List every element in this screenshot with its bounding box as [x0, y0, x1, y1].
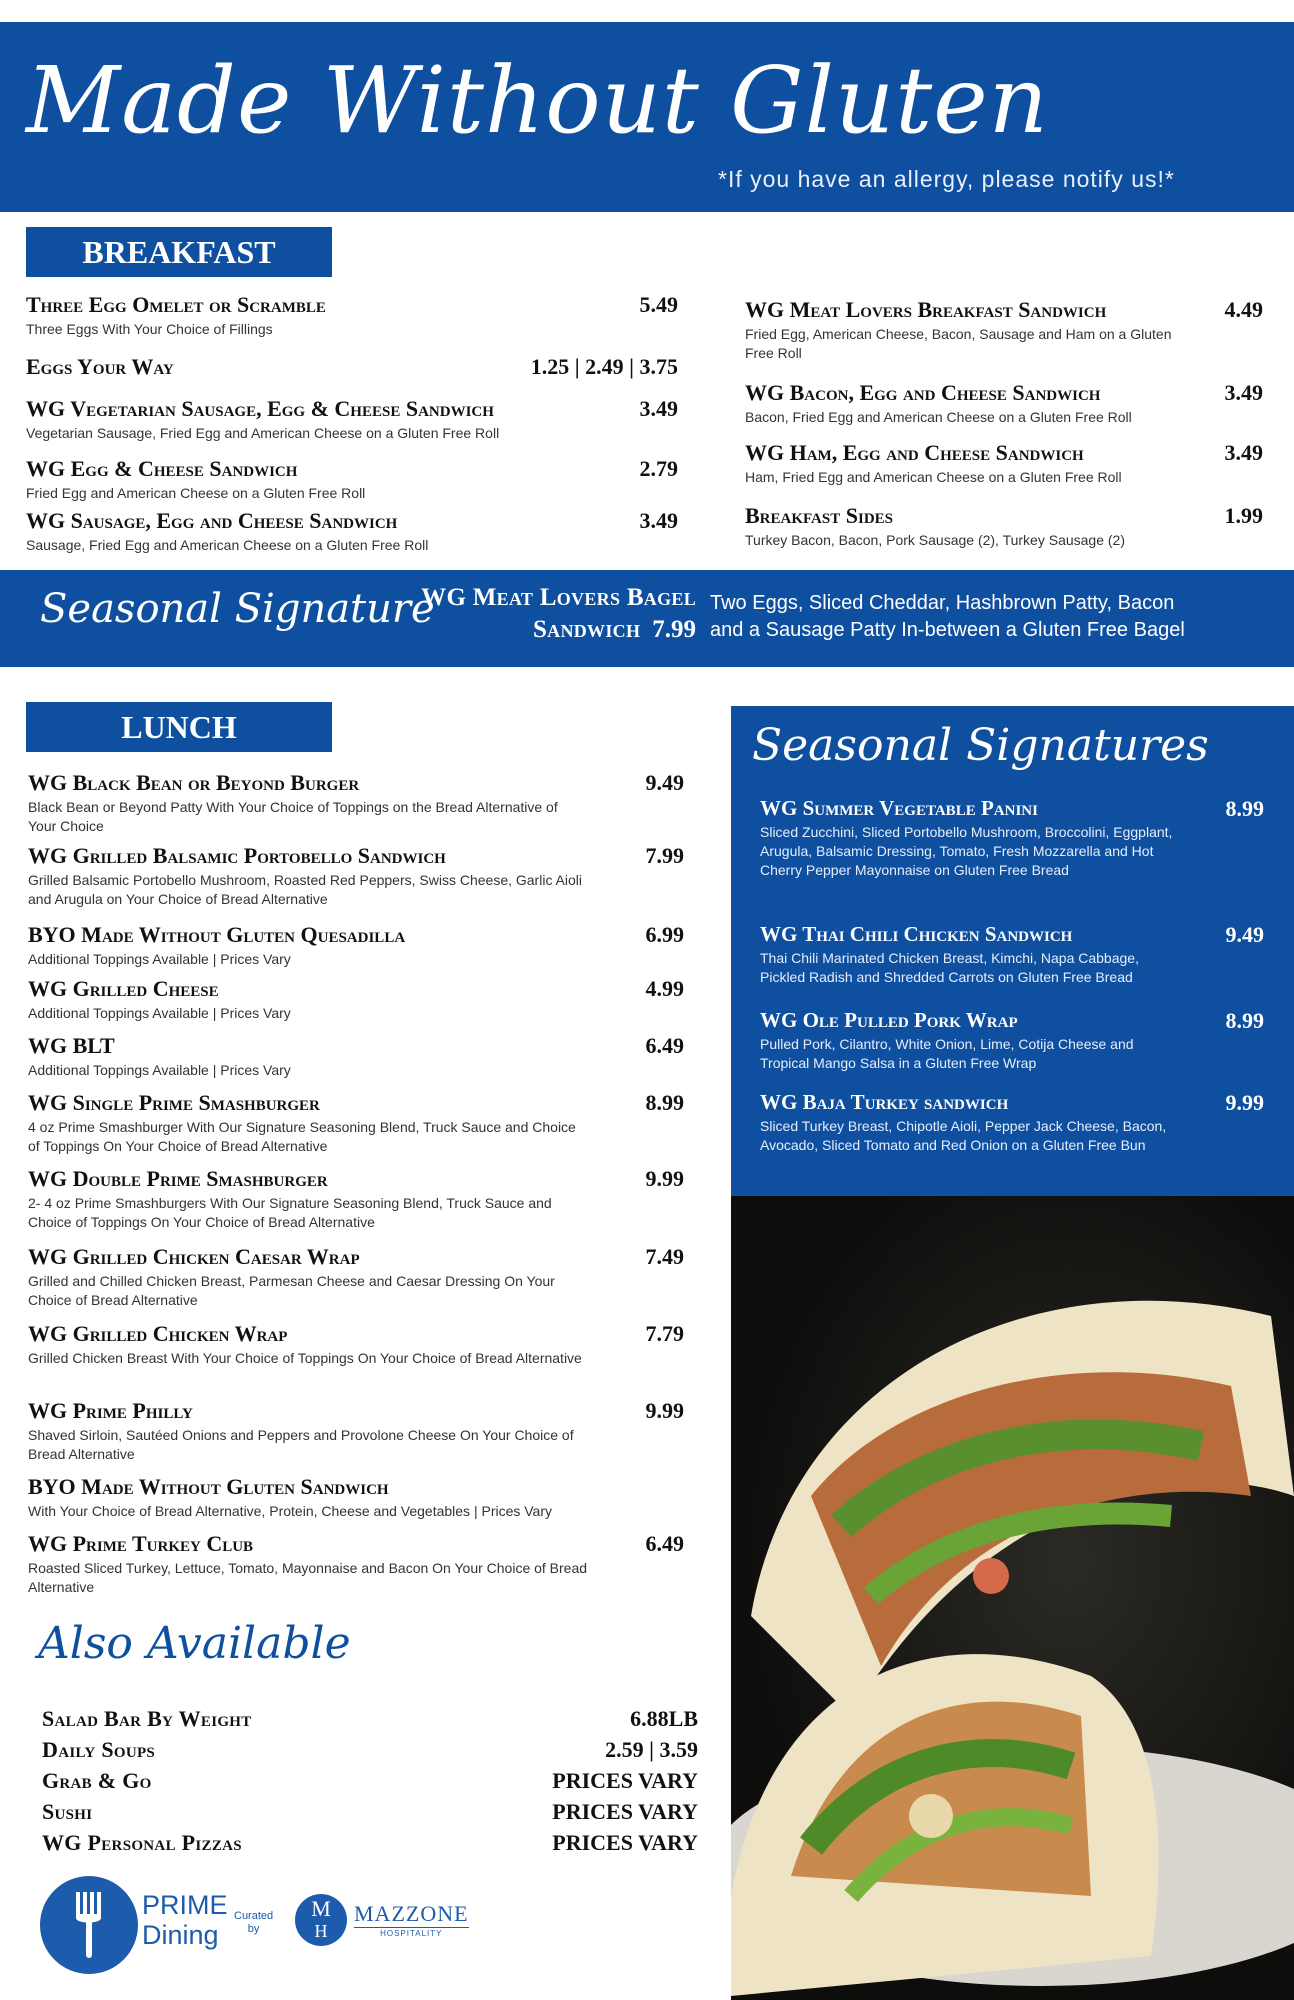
lunch-item: [28, 1244, 684, 1310]
breakfast-item: [745, 503, 1263, 550]
menu-item-name: WG Double Prime Smashburger: [28, 1166, 328, 1191]
breakfast-item: [26, 456, 678, 503]
menu-item-price: 3.49: [639, 508, 678, 533]
also-available-script: Also Available: [38, 1618, 351, 1669]
also-available-name: Daily Soups: [42, 1737, 156, 1762]
lunch-item: [28, 843, 684, 909]
lunch-item: [28, 1474, 684, 1521]
menu-item-name: WG Single Prime Smashburger: [28, 1090, 320, 1115]
menu-item-price: 2.79: [639, 456, 678, 481]
lunch-item: [28, 976, 684, 1023]
also-available-item: [42, 1768, 698, 1798]
page-title: Made Without Gluten: [26, 47, 1049, 154]
menu-item-description: Sausage, Fried Egg and American Cheese on a Gluten Free Roll: [26, 537, 429, 553]
lunch-item: [28, 770, 684, 836]
seasonal-banner-desc-line1: Two Eggs, Sliced Cheddar, Hashbrown Patty, Bacon: [710, 592, 1175, 614]
menu-item-name: WG Sausage, Egg and Cheese Sandwich: [26, 508, 398, 533]
also-available-price: 2.59 | 3.59: [605, 1737, 698, 1762]
seasonal-banner-name-line2-row: [390, 616, 696, 644]
lunch-item: [28, 1033, 684, 1080]
lunch-item: [28, 1166, 684, 1232]
also-available-name: Grab & Go: [42, 1768, 152, 1793]
dining-text: Dining: [142, 1920, 219, 1950]
mazzone-text: MAZZONE: [354, 1901, 469, 1926]
menu-item-name: WG Meat Lovers Breakfast Sandwich: [745, 297, 1107, 322]
menu-item-description: Grilled Chicken Breast With Your Choice of Toppings On Your Choice of Bread Alternative: [28, 1350, 582, 1366]
menu-item-price: 6.49: [645, 1531, 684, 1556]
seasonal-banner-name-line2: Sandwich: [532, 616, 641, 643]
also-available-item: [42, 1706, 698, 1736]
menu-item-price: 3.49: [1224, 380, 1263, 405]
menu-item-description: Fried Egg, American Cheese, Bacon, Sausage and Ham on a Gluten Free Roll: [745, 326, 1172, 361]
menu-item-price: 7.99: [645, 843, 684, 868]
menu-item-name: WG Ole Pulled Pork Wrap: [760, 1008, 1018, 1032]
menu-item-description: Pulled Pork, Cilantro, White Onion, Lime, Cotija Cheese and Tropical Mango Salsa in a Gluten Free Wrap: [760, 1036, 1134, 1071]
menu-item-name: WG Bacon, Egg and Cheese Sandwich: [745, 380, 1101, 405]
menu-item-price: 6.99: [645, 922, 684, 947]
seasonal-signatures-script: Seasonal Signatures: [752, 720, 1209, 771]
menu-item-price: 7.79: [645, 1321, 684, 1346]
lunch-item: [28, 922, 684, 969]
menu-item-price: 3.49: [639, 396, 678, 421]
menu-item-description: Grilled Balsamic Portobello Mushroom, Roasted Red Peppers, Swiss Cheese, Garlic Aioli and Arugula on Your Choice of Bread Alternative: [28, 872, 583, 907]
menu-item-price: 9.99: [1225, 1090, 1264, 1115]
menu-item-name: Three Egg Omelet or Scramble: [26, 292, 326, 317]
also-available-item: [42, 1830, 698, 1860]
also-available-price: PRICES VARY: [552, 1799, 698, 1824]
lunch-item: [28, 1321, 684, 1368]
menu-item-name: WG Grilled Balsamic Portobello Sandwich: [28, 843, 446, 868]
menu-item-description: Fried Egg and American Cheese on a Gluten Free Roll: [26, 485, 366, 501]
menu-item-name: WG Egg & Cheese Sandwich: [26, 456, 298, 481]
menu-item-description: Shaved Sirloin, Sautéed Onions and Peppers and Provolone Cheese On Your Choice of Bread Alternative: [28, 1427, 574, 1462]
signature-item: [760, 922, 1264, 987]
menu-item-description: Additional Toppings Available | Prices Vary: [28, 951, 291, 967]
menu-item-price: 9.49: [645, 770, 684, 795]
menu-item-description: 4 oz Prime Smashburger With Our Signature Seasoning Blend, Truck Sauce and Choice of Toppings On Your Choice of Bread Alternative: [28, 1119, 576, 1154]
menu-item-name: WG Thai Chili Chicken Sandwich: [760, 922, 1073, 946]
menu-item-name: WG Grilled Chicken Wrap: [28, 1321, 288, 1346]
prime-dining-text: [142, 1890, 228, 1950]
breakfast-section-label: BREAKFAST: [26, 227, 332, 277]
menu-item-description: Additional Toppings Available | Prices Vary: [28, 1062, 291, 1078]
menu-item-price: 9.99: [645, 1166, 684, 1191]
by-text: by: [247, 1923, 260, 1935]
menu-item-description: Thai Chili Marinated Chicken Breast, Kimchi, Napa Cabbage, Pickled Radish and Shredded Carrots on Gluten Free Bread: [760, 950, 1139, 985]
curated-text: Curated: [234, 1910, 274, 1922]
menu-item-name: BYO Made Without Gluten Sandwich: [28, 1474, 389, 1499]
lunch-item: [28, 1398, 684, 1464]
menu-item-price: 9.99: [645, 1398, 684, 1423]
breakfast-item: [26, 396, 678, 443]
menu-item-price: 8.99: [1225, 1008, 1264, 1033]
menu-item-name: Eggs Your Way: [26, 354, 174, 379]
menu-item-price: 8.99: [645, 1090, 684, 1115]
allergy-note: *If you have an allergy, please notify us!*: [718, 166, 1175, 192]
menu-item-name: WG Ham, Egg and Cheese Sandwich: [745, 440, 1084, 465]
menu-item-description: Black Bean or Beyond Patty With Your Choice of Toppings on the Bread Alternative of Your Choice: [28, 799, 558, 834]
seasonal-banner-name-line1: WG Meat Lovers Bagel: [421, 584, 696, 611]
menu-item-name: WG Grilled Chicken Caesar Wrap: [28, 1244, 360, 1269]
menu-item-price: 8.99: [1225, 796, 1264, 821]
mh-h-letter: H: [314, 1921, 328, 1941]
lunch-section-label: LUNCH: [26, 702, 332, 752]
breakfast-item: [745, 440, 1263, 487]
menu-item-name: WG Black Bean or Beyond Burger: [28, 770, 360, 795]
breakfast-item: [26, 354, 678, 380]
menu-item-price: 6.49: [645, 1033, 684, 1058]
breakfast-item: [26, 292, 678, 339]
mh-m-letter: M: [311, 1896, 331, 1921]
also-available-name: Salad Bar By Weight: [42, 1706, 252, 1731]
signature-item: [760, 1008, 1264, 1073]
breakfast-item: [745, 297, 1263, 363]
menu-item-description: 2- 4 oz Prime Smashburgers With Our Signature Seasoning Blend, Truck Sauce and Choice of Toppings On Your Choice of Bread Alternative: [28, 1195, 552, 1230]
wrap-illustration: [731, 1196, 1294, 2000]
also-available-name: WG Personal Pizzas: [42, 1830, 242, 1855]
menu-item-name: WG Summer Vegetable Panini: [760, 796, 1038, 820]
breakfast-item: [26, 508, 678, 555]
also-available-name: Sushi: [42, 1799, 93, 1824]
menu-item-description: Grilled and Chilled Chicken Breast, Parmesan Cheese and Caesar Dressing On Your Choice of Bread Alternative: [28, 1273, 555, 1308]
also-available-item: [42, 1799, 698, 1829]
menu-item-price: 1.99: [1224, 503, 1263, 528]
menu-item-price: 7.49: [645, 1244, 684, 1269]
menu-item-name: WG Vegetarian Sausage, Egg & Cheese Sandwich: [26, 396, 494, 421]
breakfast-item: [745, 380, 1263, 427]
menu-item-description: Turkey Bacon, Bacon, Pork Sausage (2), Turkey Sausage (2): [745, 532, 1126, 548]
menu-item-description: Sliced Zucchini, Sliced Portobello Mushroom, Broccolini, Eggplant, Arugula, Balsamic Dressing, Tomato, Fresh Mozzarella and Hot Cherry Pepper Mayonnaise on Gluten Free Bread: [760, 824, 1173, 878]
menu-item-description: Additional Toppings Available | Prices Vary: [28, 1005, 291, 1021]
menu-item-description: Bacon, Fried Egg and American Cheese on a Gluten Free Roll: [745, 409, 1132, 425]
menu-item-name: WG BLT: [28, 1033, 115, 1058]
seasonal-banner-script: Seasonal Signature: [40, 586, 435, 632]
signature-item: [760, 1090, 1264, 1155]
menu-item-description: Ham, Fried Egg and American Cheese on a Gluten Free Roll: [745, 469, 1122, 485]
menu-item-name: WG Prime Turkey Club: [28, 1531, 254, 1556]
menu-item-price: 3.49: [1224, 440, 1263, 465]
menu-item-name: WG Grilled Cheese: [28, 976, 219, 1001]
menu-item-name: Breakfast Sides: [745, 503, 893, 528]
also-available-price: PRICES VARY: [552, 1830, 698, 1855]
menu-item-name: WG Baja Turkey sandwich: [760, 1090, 1009, 1114]
also-available-price: 6.88LB: [630, 1706, 698, 1731]
seasonal-banner-price: 7.99: [652, 616, 696, 643]
menu-item-name: BYO Made Without Gluten Quesadilla: [28, 922, 406, 947]
prime-dining-logo: [40, 1876, 138, 1974]
also-available-item: [42, 1737, 698, 1767]
menu-item-price: 9.49: [1225, 922, 1264, 947]
seasonal-banner-desc-line2: and a Sausage Patty In-between a Gluten Free Bagel: [710, 619, 1185, 641]
signature-item: [760, 796, 1264, 880]
fork-icon: [40, 1876, 138, 1974]
menu-item-price: 5.49: [639, 292, 678, 317]
menu-item-description: Three Eggs With Your Choice of Fillings: [26, 321, 273, 337]
curated-by-text: [234, 1910, 273, 1936]
also-available-price: PRICES VARY: [552, 1768, 698, 1793]
lunch-item: [28, 1090, 684, 1156]
menu-item-price: 4.49: [1224, 297, 1263, 322]
menu-item-description: With Your Choice of Bread Alternative, Protein, Cheese and Vegetables | Prices Vary: [28, 1503, 553, 1519]
lunch-item: [28, 1531, 684, 1597]
mazzone-text-block: [354, 1903, 469, 1938]
hospitality-text: HOSPITALITY: [354, 1927, 469, 1938]
menu-item-name: WG Prime Philly: [28, 1398, 193, 1423]
menu-item-price: 1.25 | 2.49 | 3.75: [530, 354, 678, 379]
wrap-photo: [731, 1196, 1294, 2000]
menu-item-description: Vegetarian Sausage, Fried Egg and American Cheese on a Gluten Free Roll: [26, 425, 500, 441]
menu-item-description: Roasted Sliced Turkey, Lettuce, Tomato, Mayonnaise and Bacon On Your Choice of Bread Alternative: [28, 1560, 588, 1595]
mazzone-mh-logo: [295, 1894, 347, 1946]
prime-text: PRIME: [142, 1890, 228, 1920]
menu-item-price: 4.99: [645, 976, 684, 1001]
menu-item-description: Sliced Turkey Breast, Chipotle Aioli, Pepper Jack Cheese, Bacon, Avocado, Sliced Tomato and Red Onion on a Gluten Free Bun: [760, 1118, 1167, 1153]
